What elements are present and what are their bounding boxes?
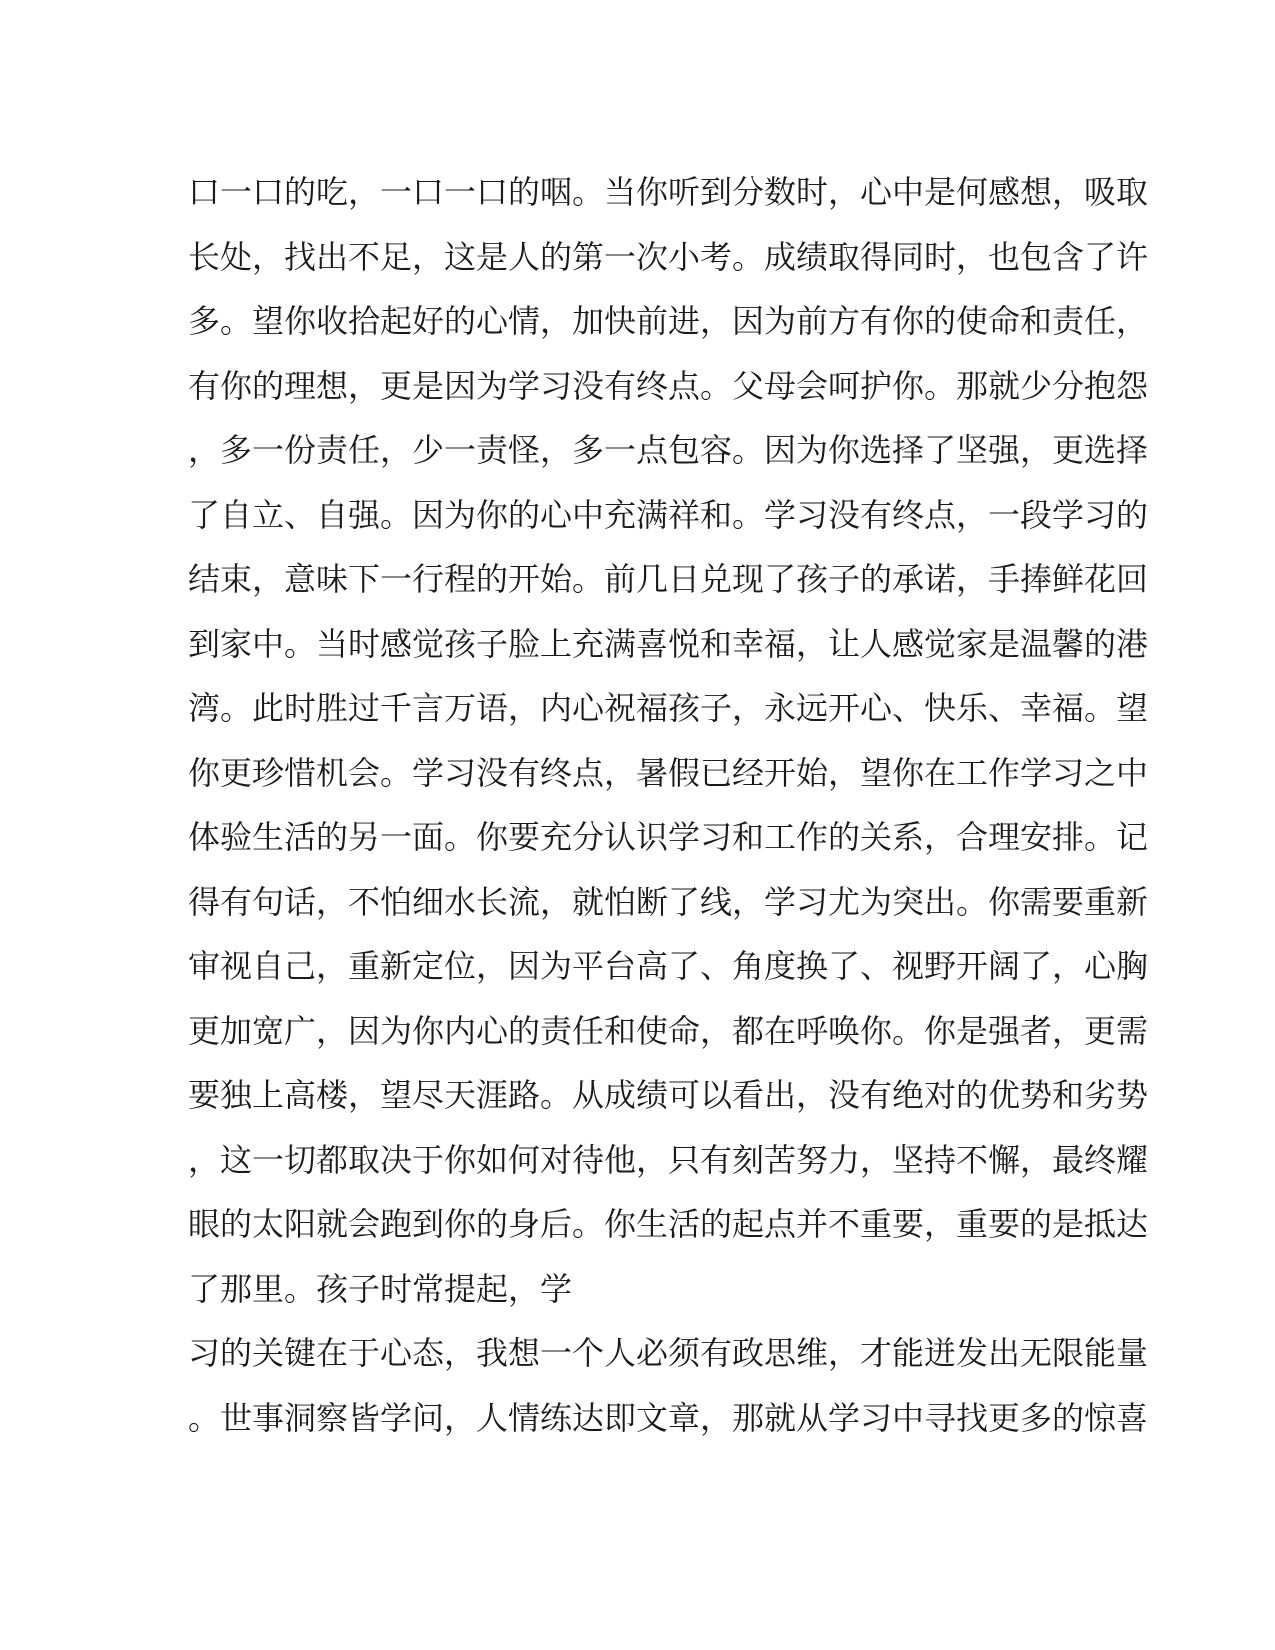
text-line: 多。望你收拾起好的心情，加快前进，因为前方有你的使命和责任， (188, 302, 1149, 340)
text-line: 习的关键在于心态，我想一个人必须有政思维，才能迸发出无限能量 (188, 1334, 1149, 1372)
text-line: 体验生活的另一面。你要充分认识学习和工作的关系，合理安排。记 (188, 818, 1149, 856)
text-line: 你更珍惜机会。学习没有终点，暑假已经开始，望你在工作学习之中 (188, 753, 1149, 792)
text-line: 得有句话，不怕细水长流，就怕断了线，学习尤为突出。你需要重新 (188, 882, 1149, 921)
text-line: 审视自己，重新定位，因为平台高了、角度换了、视野开阔了，心胸 (188, 947, 1149, 985)
text-line: 结束，意味下一行程的开始。前几日兑现了孩子的承诺，手捧鲜花回 (188, 560, 1149, 598)
text-line: 到家中。当时感觉孩子脸上充满喜悦和幸福，让人感觉家是温馨的港 (188, 624, 1149, 663)
text-line: 了自立、自强。因为你的心中充满祥和。学习没有终点，一段学习的 (188, 495, 1149, 534)
text-line: ，多一份责任，少一责怪，多一点包容。因为你选择了坚强，更选择 (188, 431, 1149, 469)
text-line: 要独上高楼，望尽天涯路。从成绩可以看出，没有绝对的优势和劣势 (188, 1076, 1149, 1114)
text-line: 眼的太阳就会跑到你的身后。你生活的起点并不重要，重要的是抵达 (188, 1205, 1149, 1243)
text-line: 了那里。孩子时常提起，学 (188, 1269, 573, 1308)
text-line: ，这一切都取决于你如何对待他，只有刻苦努力，坚持不懈，最终耀 (188, 1140, 1149, 1179)
text-line: 。世事洞察皆学问，人情练达即文章，那就从学习中寻找更多的惊喜 (188, 1398, 1149, 1437)
body-text (188, 160, 1149, 1450)
text-line: 口一口的吃，一口一口的咽。当你听到分数时，心中是何感想，吸取 (188, 173, 1149, 211)
text-line: 有你的理想，更是因为学习没有终点。父母会呵护你。那就少分抱怨 (188, 366, 1149, 405)
text-line: 更加宽广，因为你内心的责任和使命，都在呼唤你。你是强者，更需 (188, 1011, 1149, 1050)
text-line: 长处，找出不足，这是人的第一次小考。成绩取得同时，也包含了许 (188, 237, 1149, 276)
text-line: 湾。此时胜过千言万语，内心祝福孩子，永远开心、快乐、幸福。望 (188, 689, 1149, 727)
